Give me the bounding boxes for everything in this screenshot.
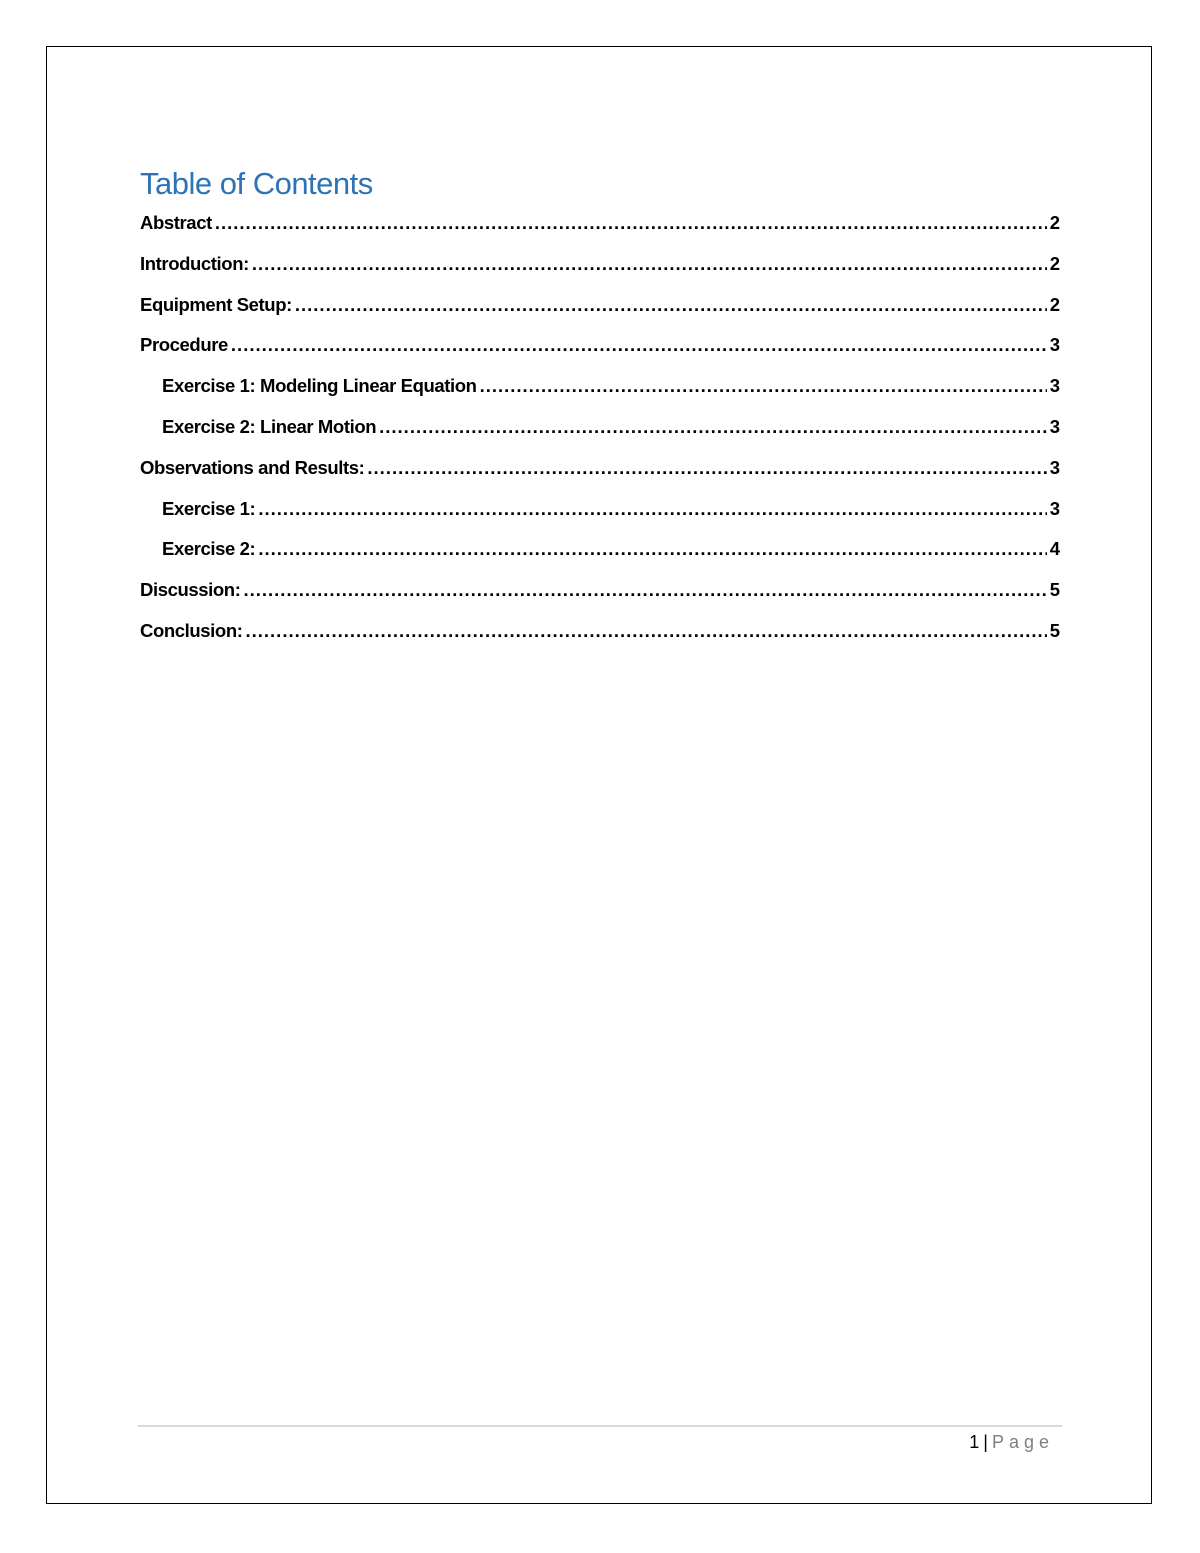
toc-dot-leader [480, 375, 1047, 397]
toc-entry-page: 5 [1049, 579, 1060, 601]
toc-dot-leader [367, 457, 1046, 479]
footer-page-label: Page [991, 1432, 1054, 1452]
toc-entry-page: 3 [1049, 334, 1060, 356]
toc-entry-introduction[interactable] [140, 253, 1060, 294]
toc-entry-page: 2 [1049, 293, 1060, 315]
toc-entry-label: Discussion: [140, 579, 241, 601]
toc-dot-leader [379, 416, 1047, 438]
toc-entry-equipment-setup[interactable] [140, 294, 1060, 335]
toc-entry-page: 3 [1049, 497, 1060, 519]
toc-entry-label: Procedure [140, 334, 228, 356]
toc-entry-label: Exercise 1: [162, 497, 256, 519]
toc-entry-page: 2 [1049, 212, 1060, 233]
toc-entry-page: 4 [1049, 538, 1060, 560]
toc-entry-label: Observations and Results: [140, 456, 365, 478]
footer-page-number [969, 1432, 1054, 1453]
toc-entry-discussion[interactable] [140, 579, 1060, 620]
toc-entry-label: Exercise 2: Linear Motion [162, 415, 377, 437]
toc-entry-label: Introduction: [140, 252, 249, 274]
toc-entry-results-exercise-2[interactable] [140, 538, 1060, 579]
toc-title: Table of Contents [140, 166, 373, 201]
toc-dot-leader [258, 498, 1046, 520]
toc-entry-observations-results[interactable] [140, 457, 1060, 498]
toc-entry-abstract[interactable] [140, 212, 1060, 253]
toc-entry-page: 3 [1049, 415, 1060, 437]
toc-dot-leader [295, 294, 1047, 316]
toc-entry-conclusion[interactable] [140, 620, 1060, 661]
toc-entry-page: 2 [1049, 252, 1060, 274]
toc-entry-label: Exercise 1: Modeling Linear Equation [162, 375, 477, 397]
toc-dot-leader [252, 253, 1047, 275]
toc-entry-procedure[interactable] [140, 334, 1060, 375]
footer-page-num: 1 [969, 1432, 980, 1452]
footer-rule [138, 1425, 1062, 1427]
toc-dot-leader [245, 620, 1046, 642]
toc-entry-results-exercise-1[interactable] [140, 498, 1060, 539]
toc-entry-label: Equipment Setup: [140, 293, 292, 315]
toc-entry-page: 5 [1049, 619, 1060, 641]
toc-dot-leader [258, 538, 1046, 560]
toc-entry-page: 3 [1049, 375, 1060, 397]
toc-dot-leader [243, 579, 1046, 601]
toc-dot-leader [231, 334, 1047, 356]
toc-entry-label: Conclusion: [140, 619, 243, 641]
toc-entry-page: 3 [1049, 456, 1060, 478]
toc-entry-exercise-1-modeling[interactable] [140, 375, 1060, 416]
toc-entry-label: Exercise 2: [162, 538, 256, 560]
toc-dot-leader [215, 212, 1047, 234]
footer-separator: | [983, 1432, 988, 1452]
toc-entry-label: Abstract [140, 212, 212, 233]
toc-entry-exercise-2-linear-motion[interactable] [140, 416, 1060, 457]
table-of-contents [140, 212, 1060, 661]
